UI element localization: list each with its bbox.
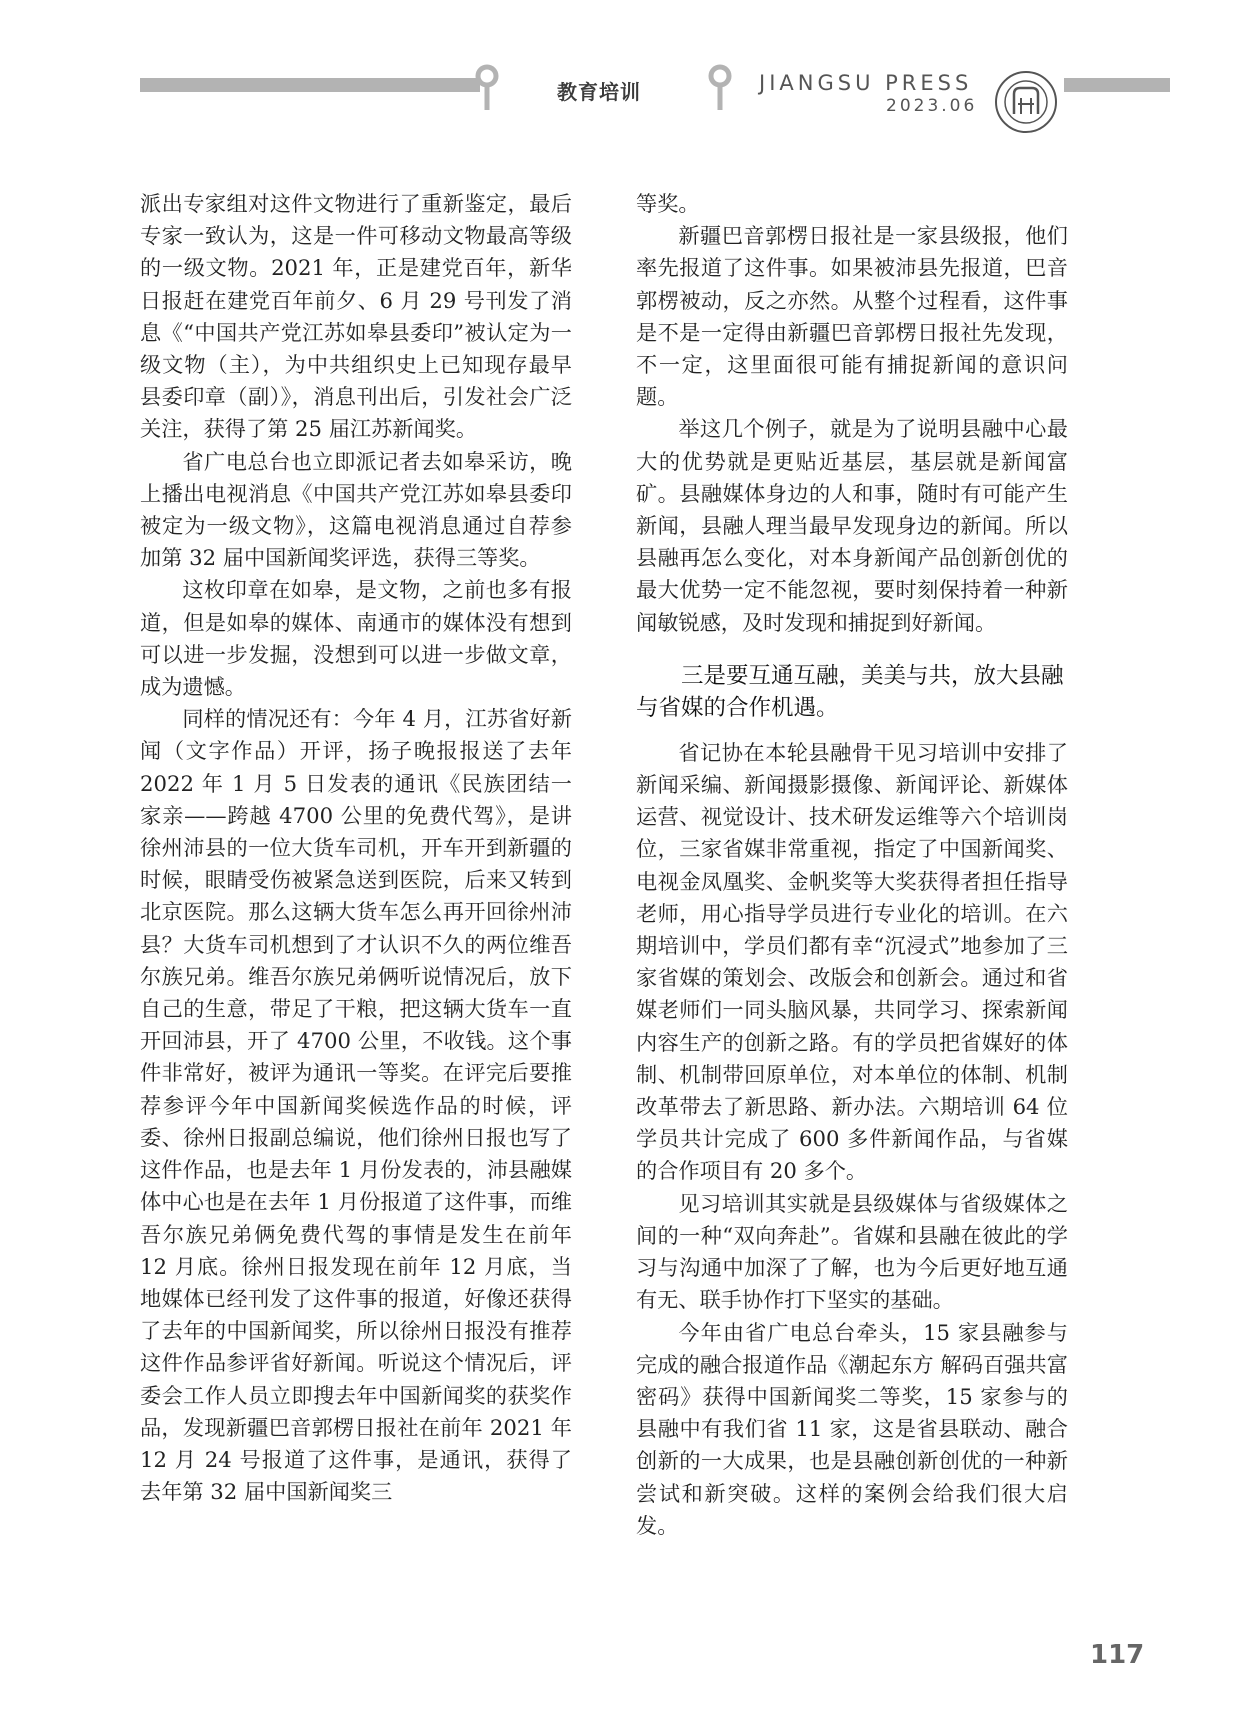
paragraph-right-6: 今年由省广电总台牵头，15 家县融参与完成的融合报道作品《潮起东方 解码百强共富密码》获得中国新闻奖二等奖，15 家参与的县融中有我们省 11 家，这是省县联动、融合创新的一大成果，也是县融创新创优的一种新尝试和新突破。这样的案例会给我们很大启发。	[636, 1319, 1068, 1538]
paragraph-right-1: 等奖。	[636, 191, 700, 216]
header-bar-right	[1064, 78, 1170, 92]
section-title: 教育培训	[557, 80, 641, 104]
journal-seal-logo	[994, 70, 1058, 134]
paragraph-left-3: 这枚印章在如皋，是文物，之前也多有报道，但是如皋的媒体、南通市的媒体没有想到可以进一步发掘，没想到可以进一步做文章，成为遗憾。	[140, 577, 572, 700]
header-bar-left	[140, 78, 480, 92]
issue-date: 2023.06	[886, 96, 978, 116]
paragraph-left-1: 派出专家组对这件文物进行了重新鉴定，最后专家一致认为，这是一件可移动文物最高等级的一级文物。2021 年，正是建党百年，新华日报赶在建党百年前夕、6 月 29 号刊发了消息《“中国共产党江苏如皋县委印”被认定为一级文物（主），为中共组织史上已知现存最早县委印章（副）》，消息刊出后，引发社会广泛关注，获得了第 25 届江苏新闻奖。	[140, 191, 572, 442]
left-column	[140, 188, 572, 1508]
pin-icon-left	[475, 64, 499, 110]
pin-icon-right	[708, 64, 732, 110]
paragraph-right-5: 见习培训其实就是县级媒体与省级媒体之间的一种“双向奔赴”。省媒和县融在彼此的学习与沟通中加深了了解，也为今后更好地互通有无、联手协作打下坚实的基础。	[636, 1190, 1068, 1313]
paragraph-right-4: 省记协在本轮县融骨干见习培训中安排了新闻采编、新闻摄影摄像、新闻评论、新媒体运营、视觉设计、技术研发运维等六个培训岗位，三家省媒非常重视，指定了中国新闻奖、电视金凤凰奖、金帆奖等大奖获得者担任指导老师，用心指导学员进行专业化的培训。在六期培训中，学员们都有幸“沉浸式”地参加了三家省媒的策划会、改版会和创新会。通过和省媒老师们一同头脑风暴，共同学习、探索新闻内容生产的创新之路。有的学员把省媒好的体制、机制带回原单位，对本单位的体制、机制改革带去了新思路、新办法。六期培训 64 位学员共计完成了 600 多件新闻作品，与省媒的合作项目有 20 多个。	[636, 739, 1068, 1184]
paragraph-right-2: 新疆巴音郭楞日报社是一家县级报，他们率先报道了这件事。如果被沛县先报道，巴音郭楞被动，反之亦然。从整个过程看，这件事是不是一定得由新疆巴音郭楞日报社先发现，不一定，这里面很可能有捕捉新闻的意识问题。	[636, 223, 1068, 410]
paragraph-right-3: 举这几个例子，就是为了说明县融中心最大的优势就是更贴近基层，基层就是新闻富矿。县融媒体身边的人和事，随时有可能产生新闻，县融人理当最早发现身边的新闻。所以县融再怎么变化，对本身新闻产品创新创优的最大优势一定不能忽视，要时刻保持着一种新闻敏锐感，及时发现和捕捉到好新闻。	[636, 416, 1068, 635]
publication-name: JIANGSU PRESS	[759, 71, 973, 95]
right-column	[636, 188, 1068, 1542]
paragraph-left-2: 省广电总台也立即派记者去如皋采访，晚上播出电视消息《中国共产党江苏如皋县委印被定为一级文物》，这篇电视消息通过自荐参加第 32 届中国新闻奖评选，获得三等奖。	[140, 448, 572, 571]
page-number: 117	[1090, 1640, 1145, 1670]
paragraph-left-4: 同样的情况还有：今年 4 月，江苏省好新闻（文字作品）开评，扬子晚报报送了去年 2022 年 1 月 5 日发表的通讯《民族团结一家亲——跨越 4700 公里的免费代驾》，是讲徐州沛县的一位大货车司机，开车开到新疆的时候，眼睛受伤被紧急送到医院，后来又转到北京医院。那么这辆大货车怎么再开回徐州沛县？大货车司机想到了才认识不久的两位维吾尔族兄弟。维吾尔族兄弟俩听说情况后，放下自己的生意，带足了干粮，把这辆大货车一直开回沛县，开了 4700 公里，不收钱。这个事件非常好，被评为通讯一等奖。在评完后要推荐参评今年中国新闻奖候选作品的时候，评委、徐州日报副总编说，他们徐州日报也写了这件作品，也是去年 1 月份发表的，沛县融媒体中心也是在去年 1 月份报道了这件事，而维吾尔族兄弟俩免费代驾的事情是发生在前年 12 月底。徐州日报发现在前年 12 月底，当地媒体已经刊发了这件事的报道，好像还获得了去年的中国新闻奖，所以徐州日报没有推荐这件作品参评省好新闻。听说这个情况后，评委会工作人员立即搜去年中国新闻奖的获奖作品，发现新疆巴音郭楞日报社在前年 2021 年 12 月 24 号报道了这件事，是通讯，获得了去年第 32 届中国新闻奖三	[140, 706, 572, 1505]
section-subheading: 三是要互通互融，美美与共，放大县融与省媒的合作机遇。	[636, 662, 1064, 721]
